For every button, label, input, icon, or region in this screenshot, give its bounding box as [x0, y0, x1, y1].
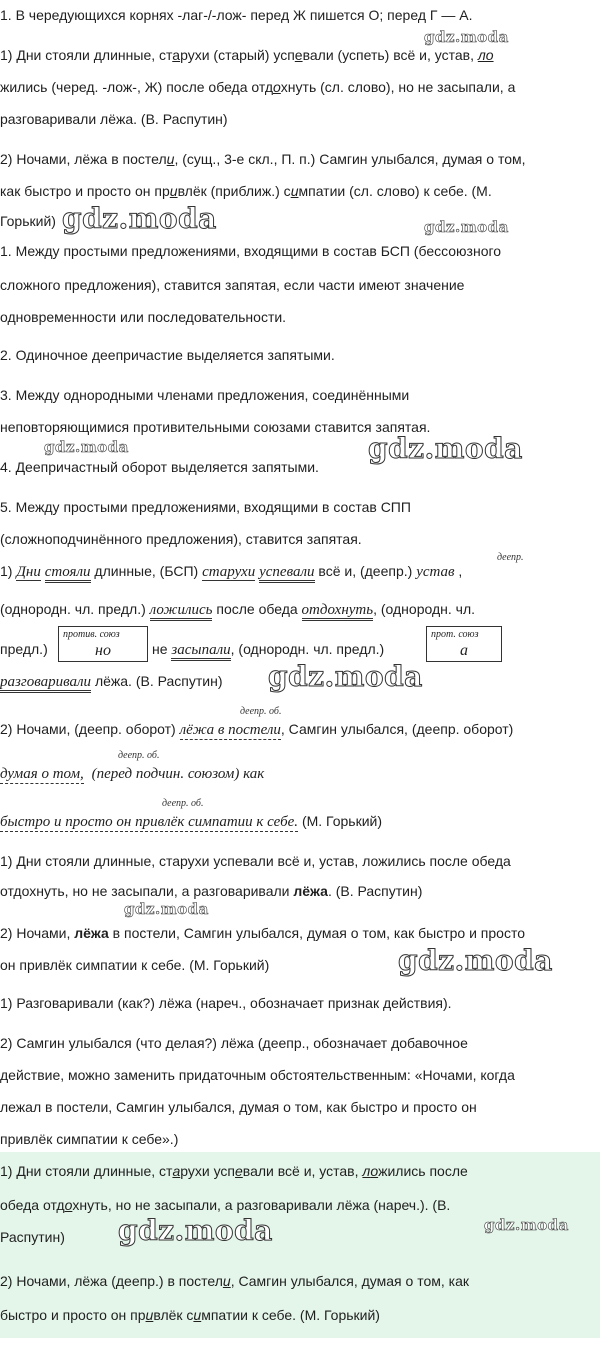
- punct-rule1b: сложного предложения), ставится запятая, если части имеют значение: [0, 277, 465, 293]
- watermark: gdz.moda: [484, 1216, 569, 1234]
- final-a1: 1) Дни стояли длинные, старухи успевали всё и, устав, ложились после: [0, 1163, 468, 1179]
- s1-line2: жились (черед. -лож-, Ж) после обеда отдохнуть (сл. слово), но не засыпали, а: [0, 79, 516, 95]
- spelling-rule: 1. В чередующихся корнях -лаг-/-лож- перед Ж пишется О; перед Г — А.: [0, 7, 473, 23]
- morph-2c: лежал в постели, Самгин улыбался, думая о том, как быстро и просто он: [0, 1099, 477, 1115]
- plain-a1: 1) Дни стояли длинные, старухи успевали всё и, устав, ложились после обеда: [0, 853, 511, 869]
- parse-line7: быстро и просто он привлёк симпатии к себе. (М. Горький): [0, 813, 382, 830]
- parse-line1: 1) Дни стояли длинные, (БСП) старухи успевали всё и, (деепр.) устав ,: [0, 562, 462, 581]
- parse-line3-b: не засыпали, (однородн. чл. предл.): [152, 640, 384, 659]
- watermark: gdz.moda: [398, 944, 553, 977]
- punct-rule1a: 1. Между простыми предложениями, входящими в состав БСП (бессоюзного: [0, 243, 502, 259]
- plain-b2: он привлёк симпатии к себе. (М. Горький): [0, 957, 270, 973]
- label-deepr-ob-1: деепр. об.: [240, 706, 282, 717]
- conjunction-box-no: против. союз но: [58, 626, 148, 662]
- final-a3: Распутин): [0, 1229, 65, 1245]
- s2-line1: 2) Ночами, лёжа в постели, (сущ., 3-е скл., П. п.) Самгин улыбался, думая о том,: [0, 151, 526, 167]
- s1-line1: 1) Дни стояли длинные, старухи (старый) успевали (успеть) всё и, устав, ло: [0, 47, 494, 63]
- punct-rule4: 4. Деепричастный оборот выделяется запятыми.: [0, 459, 319, 475]
- watermark: gdz.moda: [424, 28, 509, 46]
- label-deepr-ob-3: деепр. об.: [162, 798, 204, 809]
- plain-b1: 2) Ночами, лёжа в постели, Самгин улыбался, думая о том, как быстро и просто: [0, 925, 525, 941]
- watermark: gdz.moda: [268, 660, 423, 693]
- watermark: gdz.moda: [44, 438, 129, 456]
- punct-rule3b: неповторяющимися противительными союзами ставится запятая.: [0, 419, 431, 435]
- label-deepr: деепр.: [497, 552, 524, 563]
- punct-rule2: 2. Одиночное деепричастие выделяется запятыми.: [0, 347, 335, 363]
- morph-2a: 2) Самгин улыбался (что делая?) лёжа (деепр., обозначает добавочное: [0, 1035, 468, 1051]
- watermark: gdz.moda: [118, 1214, 273, 1247]
- punct-rule1c: одновременности или последовательности.: [0, 309, 287, 325]
- parse-line3-a: предл.): [0, 641, 48, 657]
- parse-line2: (однородн. чл. предл.) ложились после обеда отдохнуть, (однородн. чл.: [0, 600, 475, 619]
- parse-line5: 2) Ночами, (деепр. оборот) лёжа в постели, Самгин улыбался, (деепр. оборот): [0, 721, 514, 738]
- final-a2: обеда отдохнуть, но не засыпали, а разговаривали лёжа (нареч.). (В.: [0, 1197, 451, 1213]
- watermark: gdz.moda: [124, 900, 209, 918]
- final-b1: 2) Ночами, лёжа (деепр.) в постели, Самгин улыбался, думая о том, как: [0, 1273, 469, 1289]
- watermark: gdz.moda: [62, 202, 217, 235]
- s1-line3: разговаривали лёжа. (В. Распутин): [0, 111, 228, 127]
- final-b2: быстро и просто он привлёк симпатии к себе. (М. Горький): [0, 1307, 380, 1323]
- s2-line3: Горький): [0, 213, 56, 229]
- morph-2d: привлёк симпатии к себе».): [0, 1131, 179, 1147]
- morph-2b: действие, можно заменить придаточным обстоятельственным: «Ночами, когда: [0, 1067, 515, 1083]
- label-deepr-ob-2: деепр. об.: [118, 750, 160, 761]
- parse-line4: разговаривали лёжа. (В. Распутин): [0, 672, 222, 691]
- punct-rule3a: 3. Между однородными членами предложения, соединёнными: [0, 387, 410, 403]
- s2-line2: как быстро и просто он привлёк (приближ.) симпатии (сл. слово) к себе. (М.: [0, 183, 492, 199]
- plain-a2: отдохнуть, но не засыпали, а разговаривали лёжа. (В. Распутин): [0, 883, 423, 899]
- punct-rule5a: 5. Между простыми предложениями, входящими в состав СПП: [0, 499, 411, 515]
- morph-1: 1) Разговаривали (как?) лёжа (нареч., обозначает признак действия).: [0, 995, 452, 1011]
- conjunction-box-a: прот. союз а: [426, 626, 502, 662]
- parse-line6: думая о том, (перед подчин. союзом) как: [0, 766, 265, 782]
- watermark: gdz.moda: [368, 432, 523, 465]
- punct-rule5b: (сложноподчинённого предложения), ставится запятая.: [0, 531, 362, 547]
- watermark: gdz.moda: [424, 218, 509, 236]
